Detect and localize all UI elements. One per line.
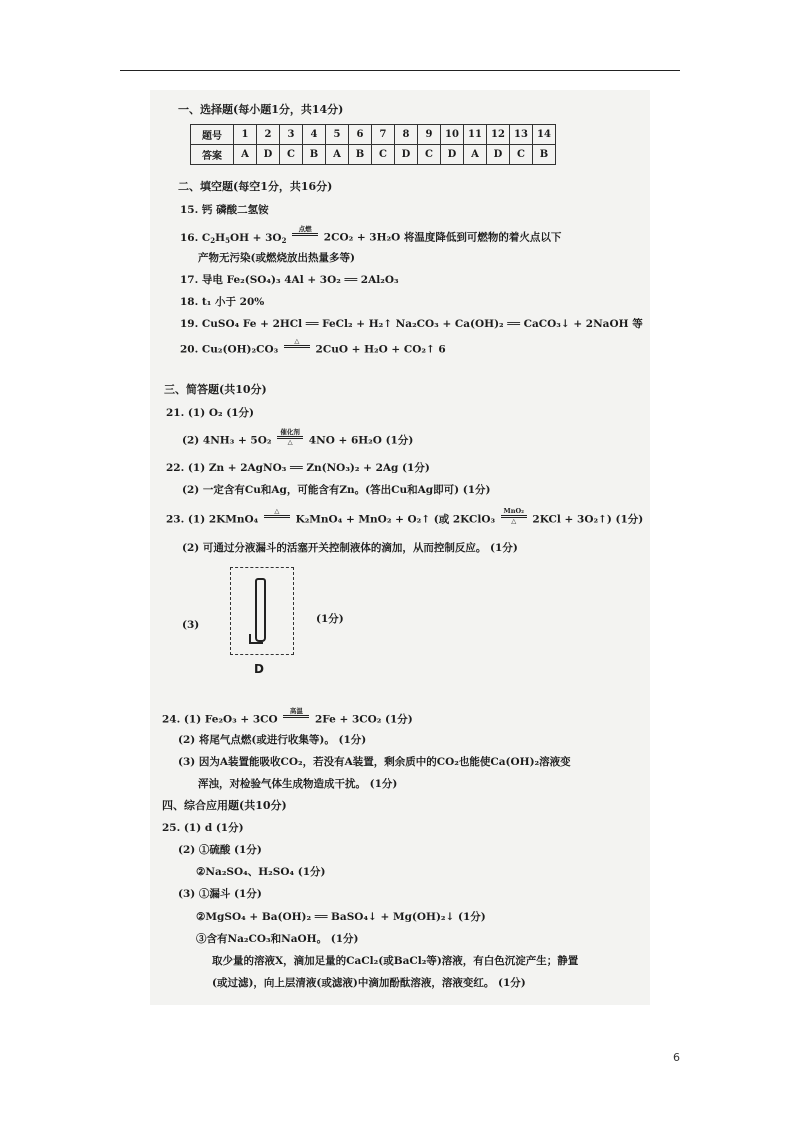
answer-q22-1: 22. (1) Zn + 2AgNO₃ ══ Zn(NO₃)₂ + 2Ag (1分): [166, 462, 430, 474]
question-cell: 10: [441, 125, 464, 145]
question-cell: 3: [280, 125, 303, 145]
question-cell: 2: [257, 125, 280, 145]
answer-q23-1: [166, 507, 644, 528]
q20-reactant: 20. Cu₂(OH)₂CO₃: [180, 343, 279, 356]
q16-products: 2CO₂ + 3H₂O 将温度降低到可燃物的着火点以下: [323, 231, 562, 244]
page-number: 6: [673, 1051, 680, 1064]
answer-q25-2a: (2) ①硫酸 (1分): [178, 844, 262, 856]
answer-cell: A: [464, 145, 487, 165]
answer-q25-3b: ②MgSO₄ + Ba(OH)₂ ══ BaSO₄↓ + Mg(OH)₂↓ (1分): [196, 911, 486, 923]
q24-arrow: [283, 708, 309, 725]
answer-cell: C: [372, 145, 395, 165]
q24-reactants: 24. (1) Fe₂O₃ + 3CO: [162, 713, 278, 726]
question-cell: 5: [326, 125, 349, 145]
q23-arrow: [264, 508, 290, 525]
q16-reactants: 16. $C_2H_5OH + 3O_2$: [180, 231, 287, 245]
answer-q25-3e: (或过滤)，向上层清液(或滤液)中滴加酚酞溶液，溶液变红。 (1分): [212, 977, 526, 989]
section1-heading: 一、选择题(每小题1分，共14分): [178, 103, 344, 116]
answer-q20: [180, 337, 446, 358]
question-cell: 4: [303, 125, 326, 145]
answer-q17: 17. 导电 Fe₂(SO₄)₃ 4Al + 3O₂ ══ 2Al₂O₃: [180, 274, 399, 286]
answer-q21-1: 21. (1) O₂ (1分): [166, 407, 254, 419]
q23-middle: K₂MnO₄ + MnO₂ + O₂↑ (或 2KClO₃: [295, 513, 496, 526]
answer-q23-3-label: (3): [182, 619, 200, 631]
answer-cell: B: [533, 145, 556, 165]
answer-q24-2: (2) 将尾气点燃(或进行收集等)。 (1分): [178, 734, 367, 746]
q24-condition: 高温: [289, 707, 303, 715]
answer-q24-3a: (3) 因为A装置能吸收CO₂，若没有A装置，剩余质中的CO₂也能使Ca(OH)₂溶液变: [178, 756, 571, 768]
q20-condition: △: [294, 337, 300, 345]
answer-cell: C: [280, 145, 303, 165]
question-cell: 13: [510, 125, 533, 145]
answer-q15: 15. 钙 磷酸二氢铵: [180, 204, 269, 216]
answer-q16: [180, 225, 562, 246]
answer-row: [191, 145, 556, 165]
q23-condition: △: [274, 507, 280, 515]
answer-cell: D: [395, 145, 418, 165]
q16-prefix: 16. C: [180, 231, 211, 244]
question-cell: 6: [349, 125, 372, 145]
answer-q24-1: [162, 707, 413, 728]
q16-condition: 点燃: [298, 225, 312, 233]
answer-q21-2: [182, 428, 414, 449]
question-cell: 7: [372, 125, 395, 145]
answer-cell: A: [234, 145, 257, 165]
answer-q25-3c: ③含有Na₂CO₃和NaOH。 (1分): [196, 933, 359, 945]
answer-cell: B: [303, 145, 326, 165]
answer-header: 答案: [191, 145, 234, 165]
q21-arrow: [277, 429, 303, 446]
answer-q23-3-score: (1分): [316, 613, 344, 625]
answer-q25-2b: ②Na₂SO₄、H₂SO₄ (1分): [196, 866, 326, 878]
delivery-tube-icon: [249, 634, 263, 644]
answer-cell: B: [349, 145, 372, 165]
section3-heading: 三、简答题(共10分): [164, 383, 267, 396]
question-cell: 1: [234, 125, 257, 145]
q21-condition: 催化剂: [280, 428, 300, 436]
answer-cell: D: [487, 145, 510, 165]
q23-reactant: 23. (1) 2KMnO₄: [166, 513, 259, 526]
answer-q24-3b: 浑浊，对检验气体生成物造成干扰。 (1分): [198, 778, 398, 790]
q23-heat-2: △: [511, 517, 517, 525]
question-cell: 11: [464, 125, 487, 145]
test-tube-icon: [255, 578, 266, 642]
answer-q22-2: (2) 一定含有Cu和Ag，可能含有Zn。(答出Cu和Ag即可) (1分): [182, 484, 491, 496]
question-cell: 9: [418, 125, 441, 145]
question-header: 题号: [191, 125, 234, 145]
question-cell: 12: [487, 125, 510, 145]
question-cell: 8: [395, 125, 418, 145]
q23-products: 2KCl + 3O₂↑) (1分): [532, 513, 644, 526]
q21-reactants: (2) 4NH₃ + 5O₂: [182, 434, 272, 447]
question-number-row: [191, 125, 556, 145]
q20-products: 2CuO + H₂O + CO₂↑ 6: [315, 343, 446, 356]
answer-q19: 19. CuSO₄ Fe + 2HCl ══ FeCl₂ + H₂↑ Na₂CO₃ + Ca(OH)₂ ══ CaCO₃↓ + 2NaOH 等: [180, 318, 643, 330]
q20-arrow: [284, 338, 310, 355]
header-rule: [120, 70, 680, 71]
q21-heat: △: [287, 438, 293, 446]
answer-q25-1: 25. (1) d (1分): [162, 822, 244, 834]
answer-q23-2: (2) 可通过分液漏斗的活塞开关控制液体的滴加，从而控制反应。 (1分): [182, 542, 518, 554]
answer-q18: 18. t₁ 小于 20%: [180, 296, 265, 308]
answer-q25-3d: 取少量的溶液X，滴加足量的CaCl₂(或BaCl₂等)溶液，有白色沉淀产生；静置: [212, 955, 579, 967]
q16-arrow: [292, 226, 318, 243]
answer-cell: D: [257, 145, 280, 165]
q23-catalyst: MnO₂: [503, 507, 524, 515]
question-cell: 14: [533, 125, 556, 145]
section4-heading: 四、综合应用题(共10分): [162, 799, 287, 812]
answer-cell: C: [510, 145, 533, 165]
answer-cell: A: [326, 145, 349, 165]
q21-products: 4NO + 6H₂O (1分): [308, 434, 414, 447]
apparatus-figure-box: [230, 567, 294, 655]
q23-arrow-2: [501, 508, 527, 525]
answer-table: [190, 124, 556, 165]
figure-label: D: [254, 662, 264, 676]
q24-products: 2Fe + 3CO₂ (1分): [314, 713, 413, 726]
section2-heading: 二、填空题(每空1分，共16分): [178, 180, 333, 193]
answer-q16-continued: 产物无污染(或燃烧放出热量多等): [198, 252, 355, 264]
answer-q25-3a: (3) ①漏斗 (1分): [178, 888, 262, 900]
answer-cell: C: [418, 145, 441, 165]
answer-cell: D: [441, 145, 464, 165]
